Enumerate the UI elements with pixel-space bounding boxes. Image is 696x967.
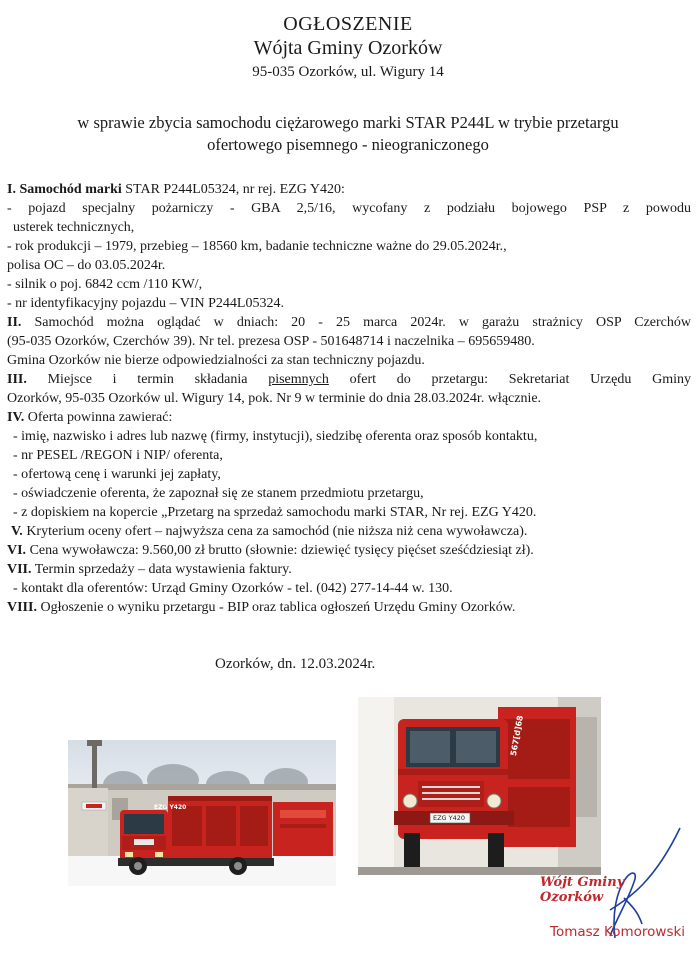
section-1-line: usterek technicznych, [13, 220, 135, 235]
section-1-line: - nr identyfikacyjny pojazdu – VIN P244L05324. [7, 296, 284, 311]
section-1-heading [7, 180, 691, 199]
section-2-line: (95-035 Ozorków, Czerchów 39). Nr tel. prezesa OSP - 501648714 i naczelnika – 695659480. [7, 334, 535, 349]
section-4-heading [7, 408, 691, 427]
section-5-line [7, 522, 691, 541]
subject-block [20, 112, 676, 156]
section-5-text: Kryterium oceny ofert – najwyższa cena za samochód (nie niższa niż cena wywoławcza). [22, 524, 528, 539]
section-1-line: polisa OC – do 03.05.2024r. [7, 258, 166, 273]
section-3-line [7, 370, 691, 389]
section-6-line [7, 541, 691, 560]
section-8-number: VIII. [7, 600, 37, 615]
section-6-text: Cena wywoławcza: 9.560,00 zł brutto (słownie: dziewięć tysięcy pięćset sześćdziesiąt zł). [26, 543, 534, 558]
signature-block [520, 820, 690, 950]
offer-requirement-item: - imię, nazwisko i adres lub nazwę (firmy, instytucji), siedzibę oferenta oraz sposób kontaktu, [13, 429, 538, 444]
subject-line-2: ofertowego pisemnego - nieograniczonego [207, 135, 489, 154]
section-1-line: - silnik o poj. 6842 ccm /110 KW/, [7, 277, 203, 292]
section-6-number: VI. [7, 543, 27, 558]
section-3-text: Miejsce i termin składania [26, 372, 269, 387]
section-1-line: - rok produkcji – 1979, przebieg – 18560 km, badanie techniczne ważne do 29.05.2024r., [7, 239, 507, 254]
section-1-lead: Samochód marki [19, 182, 122, 197]
offer-requirement-item: - oświadczenie oferenta, że zapoznał się ze stanem przedmiotu przetargu, [13, 486, 424, 501]
section-7-number: VII. [7, 562, 32, 577]
section-2-number: II. [7, 315, 22, 330]
offer-requirement-item: - z dopiskiem na kopercie „Przetarg na sprzedaż samochodu marki STAR, Nr rej. EZG Y420. [13, 505, 537, 520]
section-2-line: Gmina Ozorków nie bierze odpowiedzialności za stan techniczny pojazdu. [7, 353, 425, 368]
offer-requirement-item: - ofertową cenę i warunki jej zapłaty, [13, 467, 221, 482]
section-3-underlined: pisemnych [268, 372, 329, 387]
truck-cab-plate: EZG Y420 [154, 804, 187, 811]
signature-name: Tomasz Komorowski [550, 924, 686, 940]
section-7-line [7, 560, 691, 579]
section-2-text: Samochód można oglądać w dniach: 20 - 25 marca 2024r. w garażu strażnicy OSP Czerchów [21, 315, 691, 330]
issuer-title: Wójta Gminy Ozorków [253, 37, 443, 59]
section-1-line: - pojazd specjalny pożarniczy - GBA 2,5/16, wycofany z podziału bojowego PSP z powodu [7, 201, 691, 216]
issuer-address: 95-035 Ozorków, ul. Wigury 14 [252, 64, 444, 80]
section-8-text: Ogłoszenie o wyniku przetargu - BIP oraz tablica ogłoszeń Urzędu Gminy Ozorków. [36, 600, 516, 615]
section-1-vehicle: STAR P244L05324, nr rej. EZG Y420: [121, 182, 345, 197]
fire-truck-station-photo [68, 740, 336, 886]
document-header [0, 12, 696, 82]
section-2-line [7, 313, 691, 332]
truck-license-plate: EZG Y420 [433, 814, 466, 822]
document-title: OGŁOSZENIE [283, 13, 413, 35]
section-4-lead: Oferta powinna zawierać: [24, 410, 173, 425]
section-3-number: III. [7, 372, 27, 387]
contact-line: - kontakt dla oferentów: Urząd Gminy Ozorków - tel. (042) 277-14-44 w. 130. [13, 581, 453, 596]
section-5-number: V. [11, 524, 23, 539]
truck-grille-icon [134, 839, 154, 845]
subject-line-1: w sprawie zbycia samochodu ciężarowego marki STAR P244L w trybie przetargu [77, 113, 619, 132]
fire-truck-station-illustration [68, 740, 336, 886]
section-7-text: Termin sprzedaży – data wystawienia faktury. [31, 562, 292, 577]
announcement-body [7, 180, 691, 617]
section-4-number: IV. [7, 410, 25, 425]
offer-requirement-item: - nr PESEL /REGON i NIP/ oferenta, [13, 448, 223, 463]
section-8-line [7, 598, 691, 617]
section-1-number: I. [7, 182, 16, 197]
section-3-line: Ozorków, 95-035 Ozorków ul. Wigury 14, pok. Nr 9 w terminie do dnia 28.03.2024r. włącznie. [7, 391, 542, 406]
section-3-text: ofert do przetargu: Sekretariat Urzędu Gminy [328, 372, 691, 387]
truck-door-number: 567[d]68 [509, 714, 525, 757]
announcement-date: Ozorków, dn. 12.03.2024r. [215, 656, 376, 672]
signature-role: Wójt Gminy Ozorków [540, 875, 625, 905]
